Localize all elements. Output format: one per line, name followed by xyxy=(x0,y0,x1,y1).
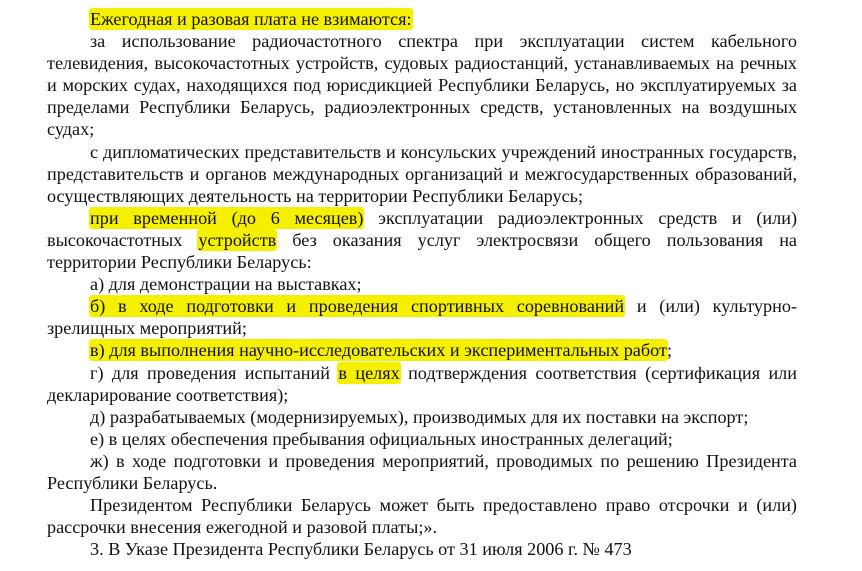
cut-off-paragraph: 3. В Указе Президента Республики Беларусь от 31 июля 2006 г. № 473 xyxy=(90,539,632,560)
document-heading xyxy=(47,8,797,30)
paragraph-text: подтверждения соответствия (сертификация или декларирование соответствия); xyxy=(47,362,797,405)
paragraph-text: а) для демонстрации на выставках; xyxy=(90,274,362,295)
highlighted-text: в) для выполнения научно-исследовательских и экспериментальных работ xyxy=(90,340,667,361)
paragraph-text: г) для проведения испытаний xyxy=(90,362,339,383)
document-paragraph xyxy=(47,450,797,494)
paragraph-text: без оказания услуг электросвязи общего пользования на территории Республики Беларусь: xyxy=(47,229,797,273)
highlighted-text: при временной (до 6 месяцев) xyxy=(90,207,364,228)
paragraph-text: за использование радиочастотного спектра при эксплуатации систем кабельного телевидения, высокочастотных устройств, судовых радиостанций, устанавливаемых на речных и морских судах, находящихся под юрисдикцией Республики Беларусь, но эксплуатируемых за пределами Республики Беларусь, радиоэлектронных средств, установленных на воздушных судах; xyxy=(47,31,797,140)
paragraph-text: с дипломатических представительств и консульских учреждений иностранных государств, представительств и органов международных организаций и межгосударственных образований, осуществляющих деятельность на территории Республики Беларусь; xyxy=(47,141,797,206)
cut-off-line-container xyxy=(47,538,797,560)
document-paragraph xyxy=(47,30,797,140)
document-paragraph xyxy=(47,295,797,339)
document-paragraph xyxy=(47,362,797,406)
document-page xyxy=(47,8,797,560)
paragraph-text: Президентом Республики Беларусь может быть предоставлено право отсрочки и (или) рассрочки внесения ежегодной и разовой платы;». xyxy=(47,495,797,538)
paragraph-text: д) разрабатываемых (модернизируемых), производимых для их поставки на экспорт; xyxy=(90,406,749,427)
paragraph-text: ; xyxy=(666,340,672,361)
document-paragraph xyxy=(47,406,797,428)
document-paragraph xyxy=(47,141,797,207)
highlighted-text: Ежегодная и разовая плата не взимаются: xyxy=(90,9,412,29)
paragraph-text: эксплуатации радиоэлектронных средств и (или) высокочастотных xyxy=(47,207,798,250)
document-paragraph xyxy=(47,273,797,295)
highlighted-text: в целях xyxy=(338,362,400,383)
paragraph-text: е) в целях обеспечения пребывания официальных иностранных делегаций; xyxy=(90,428,673,449)
paragraph-text: и (или) культурно-зрелищных мероприятий; xyxy=(47,296,798,339)
document-paragraph xyxy=(47,339,797,361)
document-paragraph xyxy=(47,428,797,450)
highlighted-text: б) в ходе подготовки и проведения спортивных соревнований xyxy=(90,296,625,317)
document-paragraph xyxy=(47,207,797,273)
document-paragraph xyxy=(47,494,797,538)
paragraph-text: ж) в ходе подготовки и проведения мероприятий, проводимых по решению Президента Республики Беларусь. xyxy=(47,450,797,493)
paragraph-list xyxy=(47,30,797,538)
highlighted-text: устройств xyxy=(198,229,277,250)
